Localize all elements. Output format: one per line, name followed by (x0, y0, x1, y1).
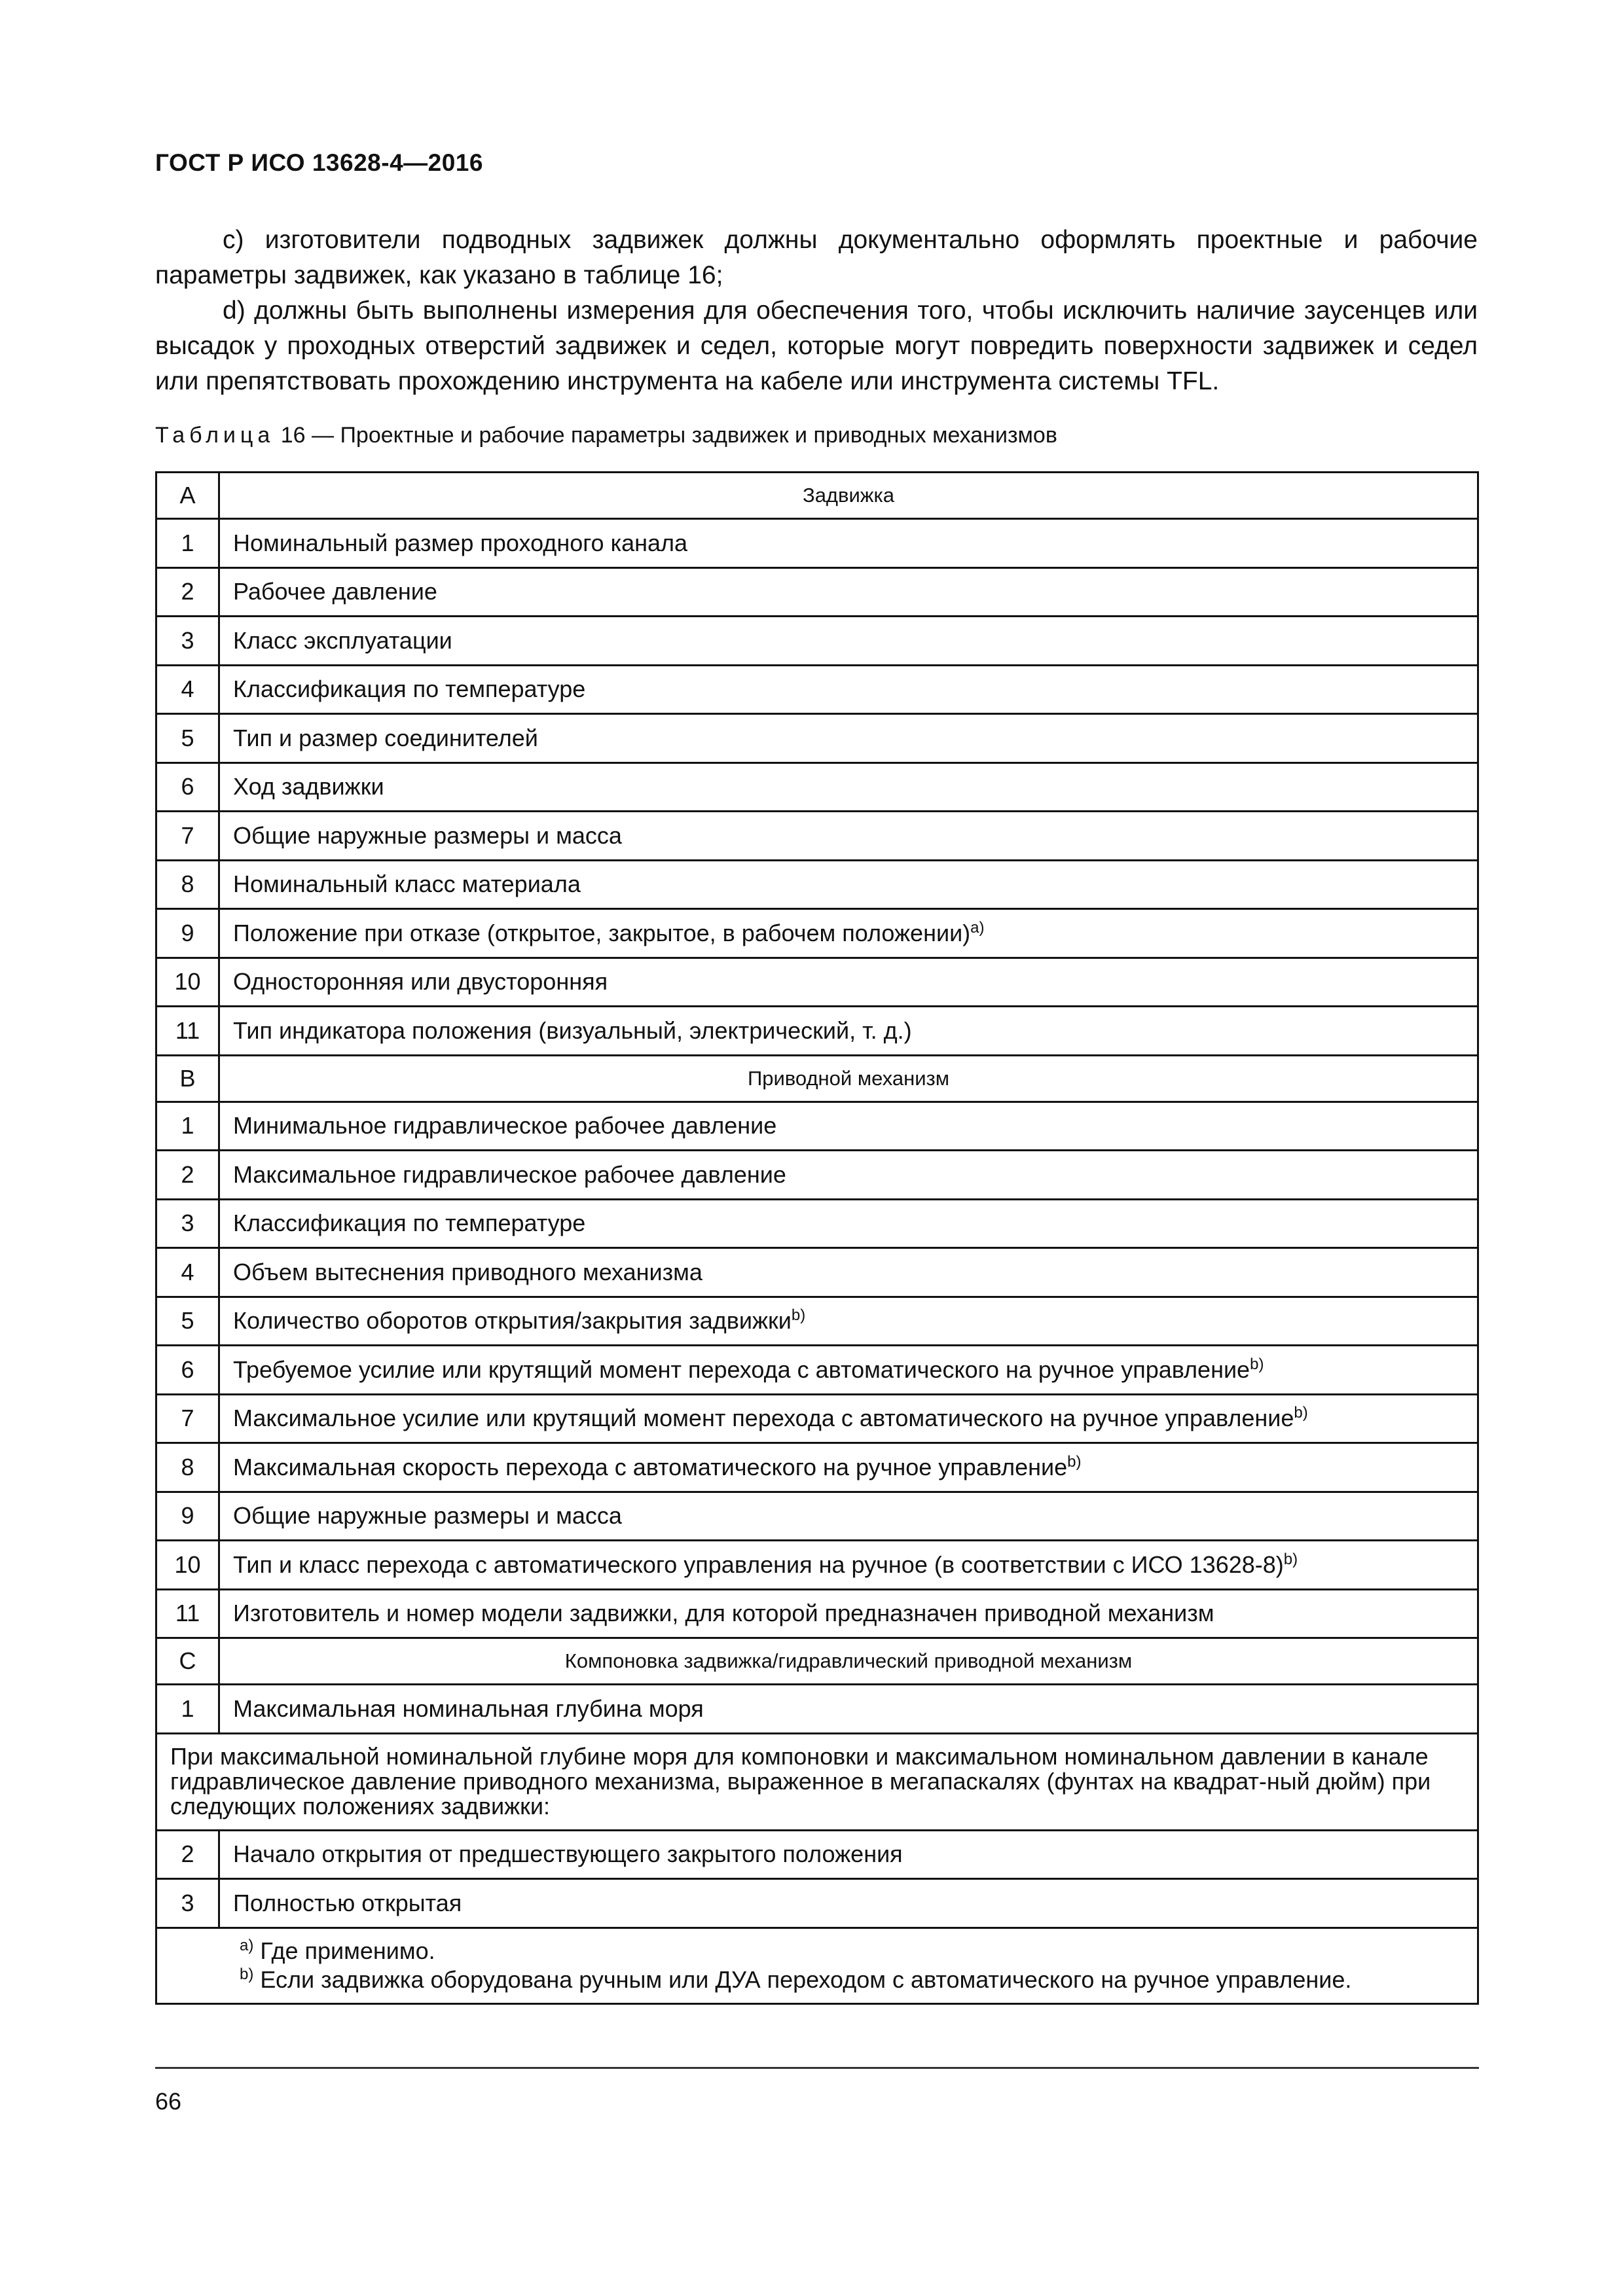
row-number: 7 (156, 1394, 219, 1443)
footnotes-cell (156, 1928, 1478, 2003)
row-number: 6 (156, 762, 219, 812)
section-code: В (156, 1055, 219, 1102)
section-code: С (156, 1638, 219, 1685)
table-row (156, 519, 1478, 568)
row-text (219, 958, 1478, 1007)
row-number: 8 (156, 1443, 219, 1492)
row-number: 1 (156, 1685, 219, 1734)
row-text-value: Максимальная скорость перехода с автоматического на ручное управление (233, 1453, 1068, 1480)
row-text (219, 1199, 1478, 1248)
row-text (219, 665, 1478, 714)
row-text (219, 812, 1478, 861)
paragraph-row (156, 1733, 1478, 1830)
row-text (219, 1685, 1478, 1734)
row-text-value: Положение при отказе (открытое, закрытое, в рабочем положении) (233, 919, 971, 946)
footnote-text: Если задвижка оборудована ручным или ДУА переходом с автоматического на ручное управление. (260, 1966, 1352, 1993)
row-text (219, 567, 1478, 617)
row-number: 11 (156, 1007, 219, 1056)
row-number: 2 (156, 1830, 219, 1879)
footnote-a (240, 1937, 1477, 1965)
row-text-value: Тип индикатора положения (визуальный, электрический, т. д.) (233, 1016, 912, 1044)
table-row (156, 1248, 1478, 1297)
section-title: Компоновка задвижка/гидравлический приводной механизм (219, 1638, 1478, 1685)
row-number: 4 (156, 1248, 219, 1297)
section-title: Задвижка (219, 473, 1478, 519)
table-row (156, 1297, 1478, 1346)
row-text (219, 1007, 1478, 1056)
row-number: 9 (156, 1492, 219, 1541)
row-text-value: Общие наружные размеры и масса (233, 1502, 622, 1530)
row-number: 6 (156, 1346, 219, 1395)
row-text (219, 860, 1478, 909)
row-text (219, 714, 1478, 763)
footnotes-row (156, 1928, 1478, 2003)
row-text-value: Минимальное гидравлическое рабочее давление (233, 1112, 777, 1139)
document-header: ГОСТ Р ИСО 13628-4—2016 (155, 149, 483, 176)
row-text-value: Рабочее давление (233, 578, 437, 605)
row-text (219, 909, 1478, 958)
footnote-mark: b) (240, 1965, 254, 1983)
row-text-value: Номинальный размер проходного канала (233, 529, 688, 556)
table-row (156, 1151, 1478, 1200)
footnote-text: Где применимо. (260, 1937, 435, 1964)
row-text-value: Требуемое усилие или крутящий момент перехода с автоматического на ручное управление (233, 1355, 1250, 1383)
row-text (219, 1297, 1478, 1346)
table-row (156, 617, 1478, 666)
row-text (219, 1492, 1478, 1541)
row-text-value: Общие наружные размеры и масса (233, 821, 622, 849)
table-row (156, 1007, 1478, 1056)
row-number: 3 (156, 617, 219, 666)
row-number: 11 (156, 1589, 219, 1638)
row-number: 8 (156, 860, 219, 909)
row-text-value: Классификация по температуре (233, 1210, 586, 1237)
footnote-mark: a) (970, 918, 985, 937)
row-text-value: Объем вытеснения приводного механизма (233, 1258, 702, 1285)
row-number: 7 (156, 812, 219, 861)
row-number: 3 (156, 1879, 219, 1928)
section-header-row (156, 473, 1478, 519)
table-row (156, 567, 1478, 617)
footnote-mark: b) (1250, 1355, 1264, 1373)
table-row (156, 714, 1478, 763)
table-row (156, 665, 1478, 714)
row-text (219, 617, 1478, 666)
table-row (156, 958, 1478, 1007)
row-text-value: Полностью открытая (233, 1889, 462, 1916)
table-row (156, 1394, 1478, 1443)
row-text (219, 1102, 1478, 1151)
row-text (219, 1346, 1478, 1395)
table-caption (155, 423, 1057, 448)
row-number: 3 (156, 1199, 219, 1248)
row-text-value: Начало открытия от предшествующего закрытого положения (233, 1840, 903, 1868)
table-row (156, 909, 1478, 958)
row-number: 1 (156, 519, 219, 568)
row-text (219, 1541, 1478, 1590)
table-row (156, 1541, 1478, 1590)
section-c-paragraph: При максимальной номинальной глубине моря для компоновки и максимальном номинальном давлении в канале гидравлическое давление приводного механизма, выраженное в мегапаскалях (фунтах на квадрат-ный дюйм) при следующих положениях задвижки: (156, 1733, 1478, 1830)
table-row (156, 1102, 1478, 1151)
row-number: 4 (156, 665, 219, 714)
row-number: 10 (156, 1541, 219, 1590)
row-text (219, 1830, 1478, 1879)
table-row (156, 1492, 1478, 1541)
row-text-value: Тип и класс перехода с автоматического управления на ручное (в соответствии с ИСО 13628-8) (233, 1551, 1284, 1578)
footnote-b (240, 1965, 1477, 1994)
table-row (156, 1199, 1478, 1248)
row-text (219, 1151, 1478, 1200)
row-number: 1 (156, 1102, 219, 1151)
page-number: 66 (155, 2088, 182, 2115)
table-row (156, 812, 1478, 861)
row-text (219, 519, 1478, 568)
footnote-mark: b) (1294, 1404, 1308, 1422)
row-text-value: Максимальное гидравлическое рабочее давление (233, 1160, 786, 1188)
row-text (219, 762, 1478, 812)
table-row (156, 1443, 1478, 1492)
row-number: 10 (156, 958, 219, 1007)
row-text-value: Классификация по температуре (233, 675, 586, 703)
table-row (156, 762, 1478, 812)
paragraph-d: d) должны быть выполнены измерения для обеспечения того, чтобы исключить наличие заусенцев или высадок у проходных отверстий задвижек и седел, которые могут повредить поверхности задвижек и седел или препятствовать прохождению инструмента на кабеле или инструмента системы TFL. (155, 296, 1478, 395)
row-text-value: Изготовитель и номер модели задвижки, для которой предназначен приводной механизм (233, 1600, 1214, 1627)
caption-text: 16 — Проектные и рабочие параметры задвижек и приводных механизмов (280, 423, 1057, 448)
footnote-mark: b) (1283, 1550, 1298, 1568)
footnote-mark: b) (1067, 1452, 1082, 1471)
table-row (156, 860, 1478, 909)
footnote-mark: b) (791, 1306, 806, 1325)
row-number: 2 (156, 567, 219, 617)
row-text-value: Односторонняя или двусторонняя (233, 968, 608, 996)
section-title: Приводной механизм (219, 1055, 1478, 1102)
table-row (156, 1879, 1478, 1928)
row-text-value: Максимальная номинальная глубина моря (233, 1695, 704, 1722)
row-text (219, 1589, 1478, 1638)
row-number: 2 (156, 1151, 219, 1200)
row-number: 9 (156, 909, 219, 958)
footer-rule (155, 2067, 1479, 2069)
row-number: 5 (156, 1297, 219, 1346)
row-text (219, 1248, 1478, 1297)
row-text-value: Тип и размер соединителей (233, 724, 538, 751)
row-text-value: Ход задвижки (233, 773, 384, 800)
intro-text (155, 223, 1478, 399)
table-row (156, 1830, 1478, 1879)
section-header-row (156, 1055, 1478, 1102)
row-text-value: Количество оборотов открытия/закрытия задвижки (233, 1307, 792, 1335)
parameters-table (155, 471, 1479, 2005)
section-code: А (156, 473, 219, 519)
table-row (156, 1685, 1478, 1734)
table-row (156, 1346, 1478, 1395)
row-text-value: Максимальное усилие или крутящий момент перехода с автоматического на ручное управление (233, 1405, 1294, 1432)
row-text (219, 1394, 1478, 1443)
parameters-table-body (156, 473, 1478, 2004)
caption-label: Таблица (155, 423, 275, 448)
row-text-value: Класс эксплуатации (233, 626, 452, 654)
row-number: 5 (156, 714, 219, 763)
paragraph-c: с) изготовители подводных задвижек должны документально оформлять проектные и рабочие параметры задвижек, как указано в таблице 16; (155, 226, 1478, 289)
table-row (156, 1589, 1478, 1638)
row-text-value: Номинальный класс материала (233, 870, 581, 898)
row-text (219, 1879, 1478, 1928)
row-text (219, 1443, 1478, 1492)
section-header-row (156, 1638, 1478, 1685)
footnote-mark: a) (240, 1937, 254, 1954)
